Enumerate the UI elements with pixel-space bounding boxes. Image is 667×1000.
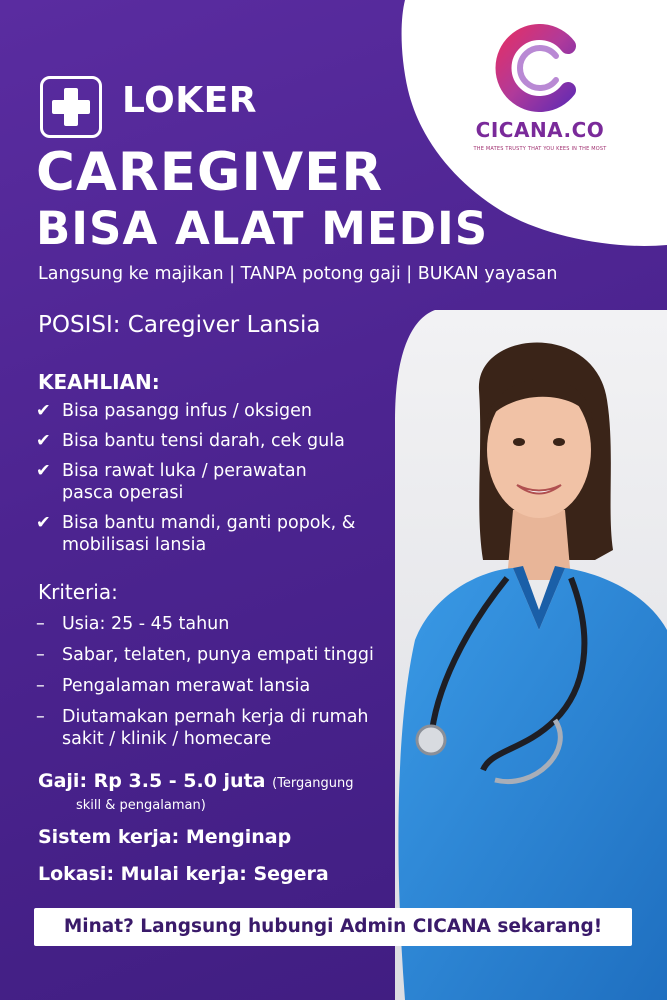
- skills-list: [36, 400, 406, 564]
- position-label: POSISI: Caregiver Lansia: [38, 312, 321, 338]
- brand-name: CICANA.CO: [475, 118, 605, 142]
- list-item: – Pengalaman merawat lansia: [36, 676, 311, 696]
- check-icon: ✔: [36, 513, 51, 533]
- list-item: – Sabar, telaten, punya empati tinggi: [36, 645, 374, 665]
- brand-tagline: THE MATES TRUSTY THAT YOU KEES IN THE MOST: [473, 146, 607, 152]
- salary: Gaji: Rp 3.5 - 5.0 juta (Tergangung: [38, 770, 354, 792]
- list-item: – Diutamakan pernah kerja di rumah sakit / klinik / homecare: [36, 707, 369, 749]
- salary-note-2: skill & pengalaman): [76, 798, 206, 813]
- list-item: ✔ Bisa bantu mandi, ganti popok, & mobilisasi lansia: [36, 513, 356, 555]
- list-item: ✔ Bisa rawat luka / perawatan pasca operasi: [36, 461, 307, 503]
- cta-banner: Minat? Langsung hubungi Admin CICANA sekarang!: [34, 908, 632, 946]
- loker-label: LOKER: [122, 80, 257, 121]
- check-icon: ✔: [36, 461, 51, 481]
- check-icon: ✔: [36, 431, 51, 451]
- nurse-photo: [395, 310, 667, 1000]
- subtitle: Langsung ke majikan | TANPA potong gaji | BUKAN yayasan: [38, 264, 558, 284]
- criteria-heading: Kriteria:: [38, 580, 118, 604]
- check-icon: ✔: [36, 401, 51, 421]
- cicana-logo-icon: [494, 24, 582, 112]
- medical-plus-icon: [40, 76, 102, 138]
- location: Lokasi: Mulai kerja: Segera: [38, 863, 329, 885]
- list-item: ✔ Bisa pasangg infus / oksigen: [36, 401, 312, 421]
- dash-icon: –: [36, 676, 45, 696]
- skills-heading: KEAHLIAN:: [38, 370, 160, 394]
- salary-note: (Tergangung: [272, 776, 354, 791]
- list-item: – Usia: 25 - 45 tahun: [36, 614, 230, 634]
- dash-icon: –: [36, 614, 45, 634]
- dash-icon: –: [36, 645, 45, 665]
- title-line-2: BISA ALAT MEDIS: [36, 202, 489, 255]
- dash-icon: –: [36, 707, 45, 727]
- criteria-list: [36, 613, 406, 759]
- list-item: ✔ Bisa bantu tensi darah, cek gula: [36, 431, 345, 451]
- title-line-1: CAREGIVER: [36, 142, 384, 203]
- work-system: Sistem kerja: Menginap: [38, 826, 292, 848]
